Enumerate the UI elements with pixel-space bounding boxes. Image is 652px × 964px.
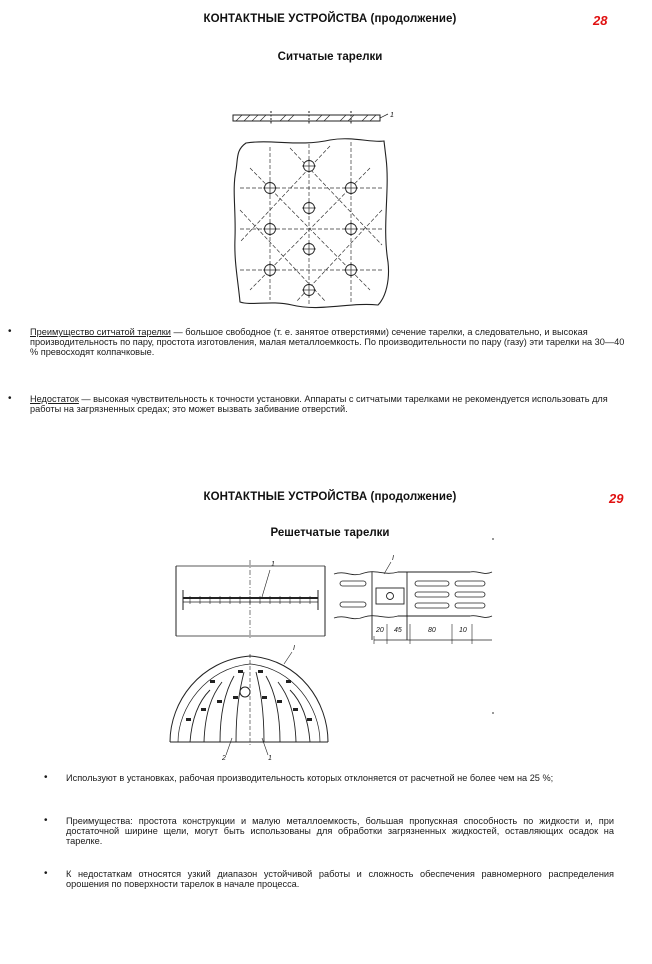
dimension-80: 80	[428, 627, 436, 634]
bullet-dot: •	[44, 868, 48, 879]
grate-section-view	[176, 560, 325, 640]
dimension-45: 45	[394, 627, 402, 634]
bullet-dot: •	[8, 393, 12, 404]
slide2-title-suffix: (продолжение)	[370, 491, 457, 503]
grate-plan-view	[170, 652, 328, 755]
grate-label-I-plan: I	[293, 645, 295, 652]
tray-figure-label: 1	[390, 112, 394, 119]
bullet-dot: •	[44, 815, 48, 826]
grate-label-2: 2	[222, 755, 226, 762]
disadvantage-term: Недостаток	[30, 394, 79, 404]
bullet-dot: •	[44, 772, 48, 783]
slide1-title-main: КОНТАКТНЫЕ УСТРОЙСТВА	[203, 13, 368, 25]
grate-label-1-plan: 1	[268, 755, 272, 762]
slide1-subtitle: Ситчатые тарелки	[277, 51, 383, 63]
slide2-bullet-disadvantages	[44, 869, 614, 889]
dimension-10: 10	[459, 627, 467, 634]
slide2-bullet-advantages	[44, 816, 614, 847]
advantage-term: Преимущество ситчатой тарелки	[30, 327, 171, 337]
dimension-20: 20	[376, 627, 384, 634]
slide2-bullet-usage	[44, 773, 614, 783]
bullet-dot: •	[8, 326, 12, 337]
advantage-text: — большое свободное (т. е. занятое отверстиями) сечение тарелки, а следовательно, и высокая производительность по пару, простота изготовления, малая металлоемкость. По производительности по пару (газу) эти тарелки на 30—40 % превосходят колпачковые.	[30, 327, 625, 358]
disadvantage-text: — высокая чувствительность к точности установки. Аппараты с ситчатыми тарелками не рекомендуется использовать для работы на загрязненных средах; это может вызвать забивание отверстий.	[30, 394, 608, 415]
advantages-text: Преимущества: простота конструкции и малую металлоемкость, большая пропускная способность по жидкости и, при достаточной ширине щели, могут быть использованы для обработки загрязненных жидкостей, оставляющих осадок на тарелке.	[66, 816, 614, 847]
grate-label-I-detail: I	[392, 555, 394, 562]
slide1-page-number: 28	[593, 13, 608, 28]
usage-text: Используют в установках, рабочая производительность которых отклоняется от расчетной не более чем на 25 %;	[66, 773, 554, 783]
grate-detail-view	[334, 562, 492, 644]
grate-label-1: 1	[271, 561, 275, 568]
slide1-title-suffix: (продолжение)	[370, 13, 457, 25]
disadvantages-text: К недостаткам относятся узкий диапазон устойчивой работы и сложность обеспечения равномерного распределения орошения по поверхности тарелок в начале процесса.	[66, 869, 614, 890]
slide2-page-number: 29	[609, 491, 624, 506]
slide2-subtitle: Решетчатые тарелки	[270, 527, 390, 539]
slide2-title-main: КОНТАКТНЫЕ УСТРОЙСТВА	[203, 491, 368, 503]
